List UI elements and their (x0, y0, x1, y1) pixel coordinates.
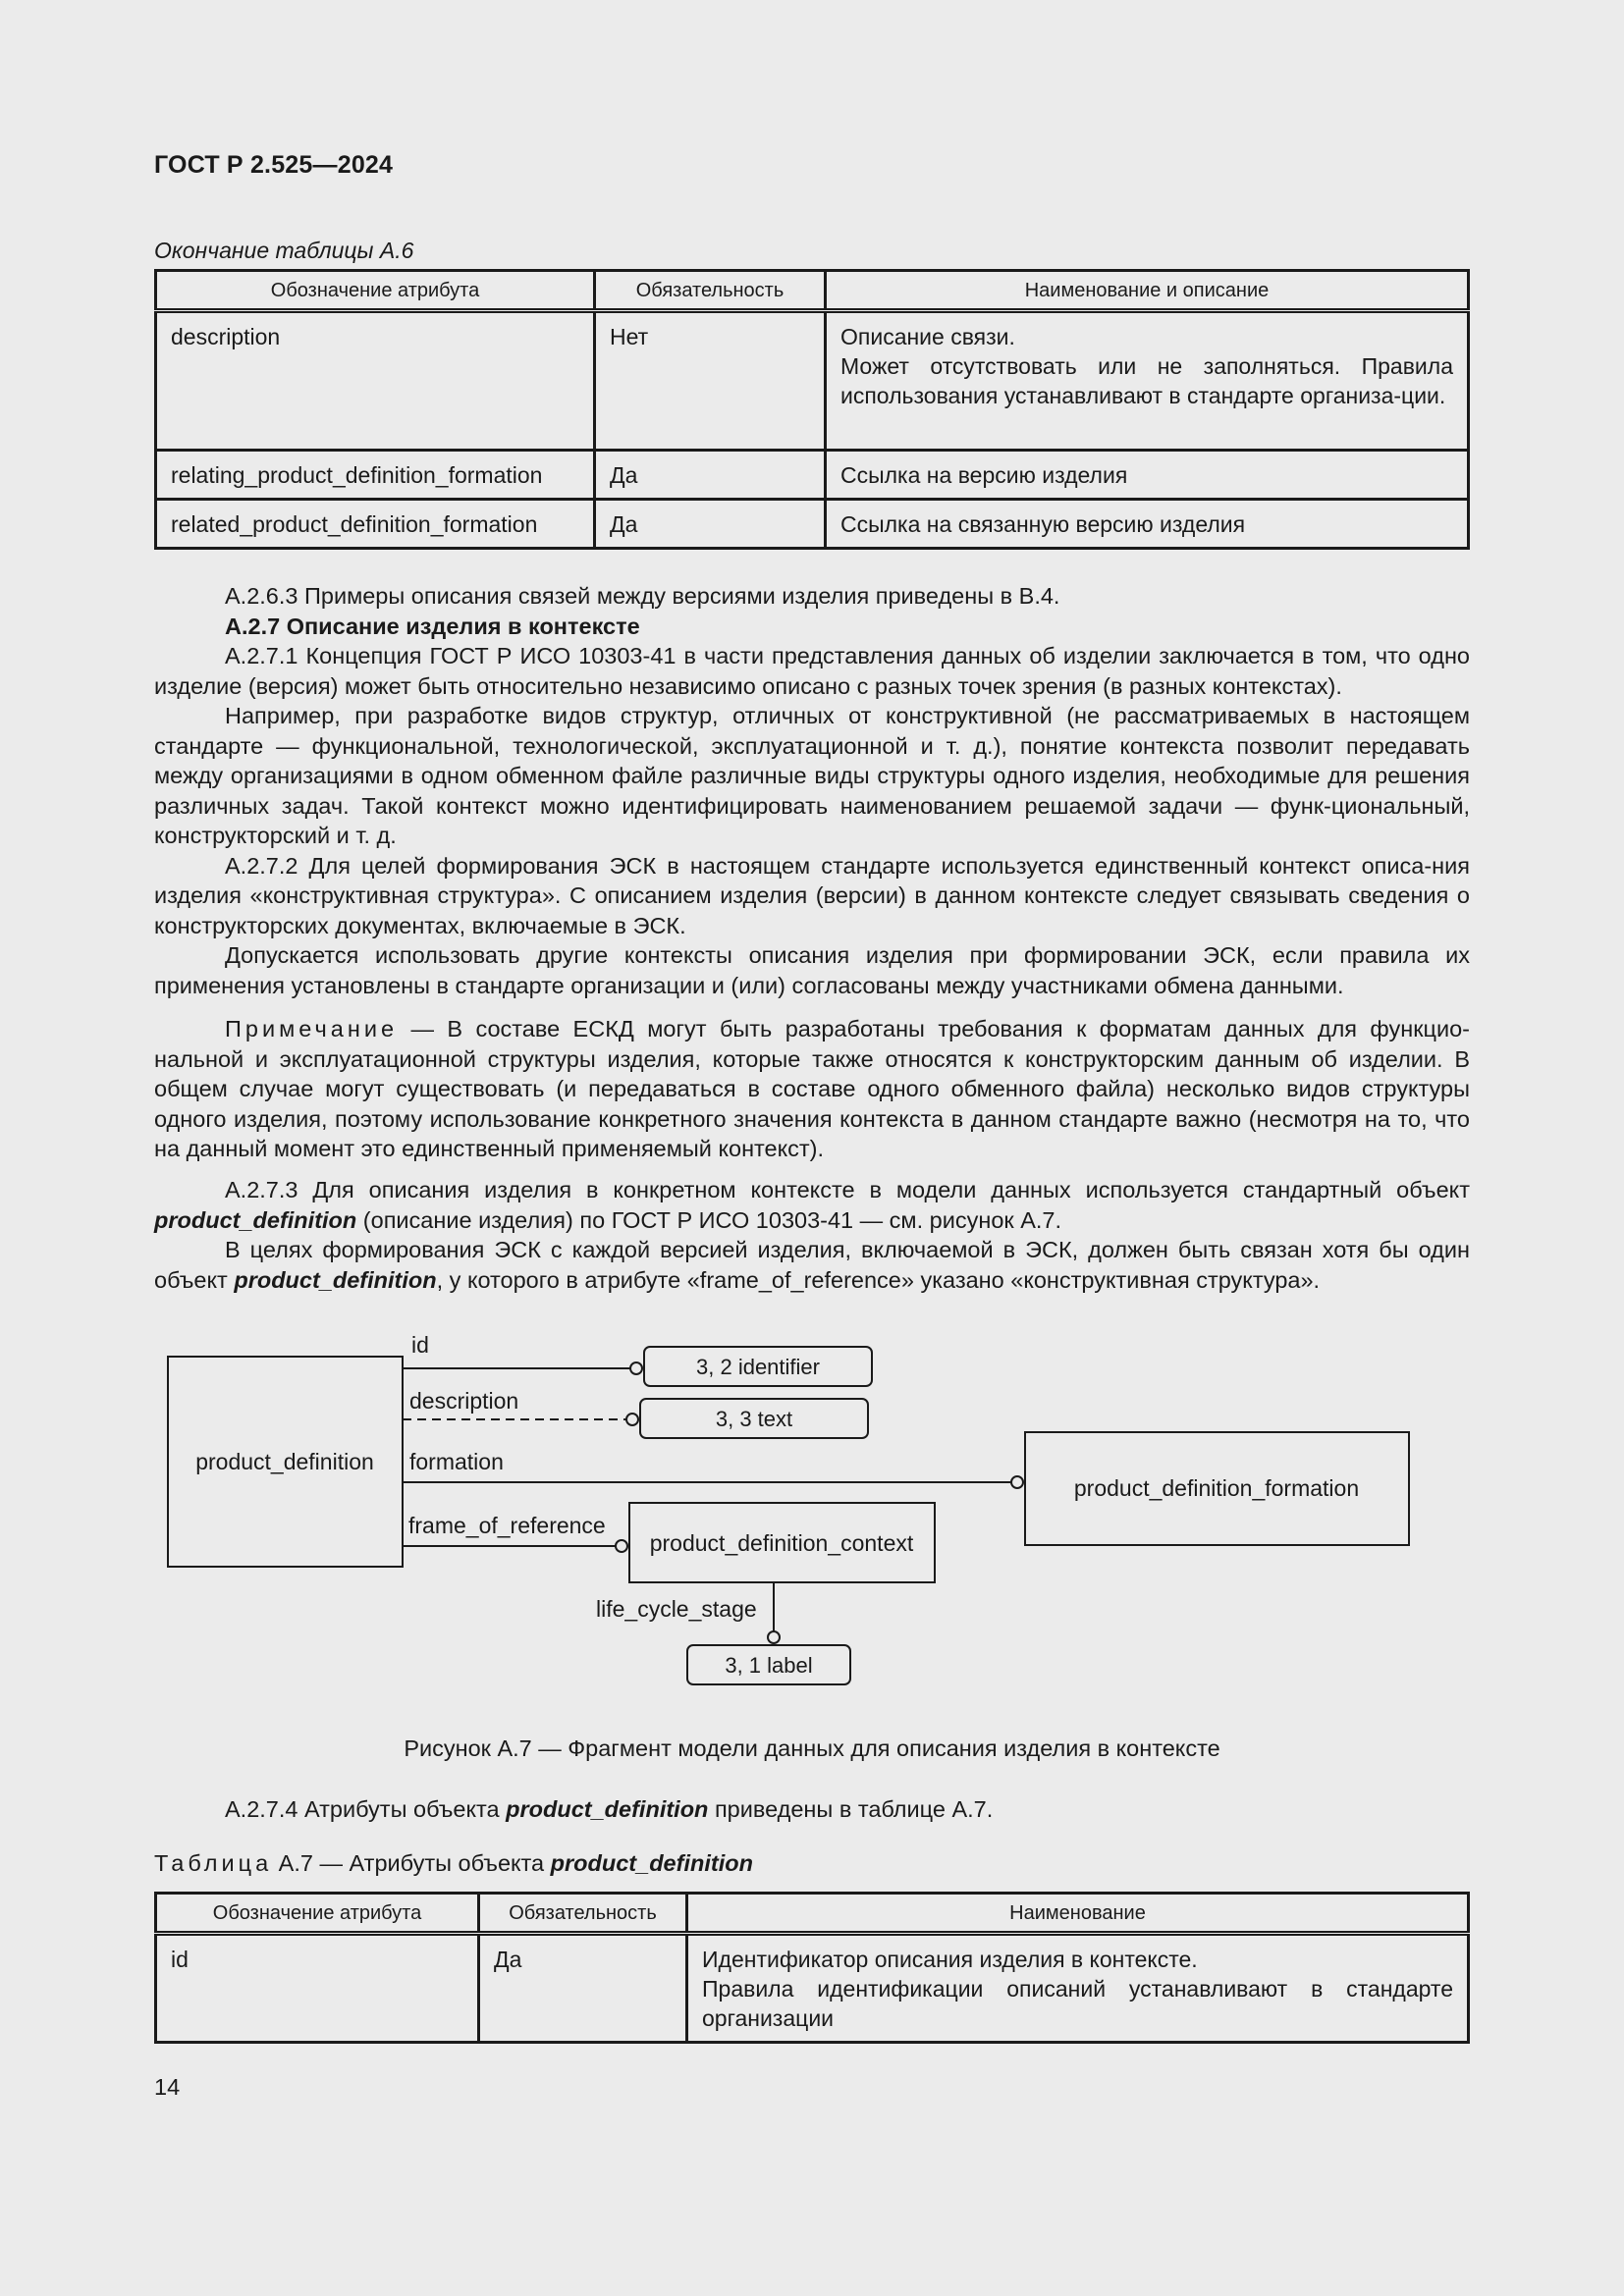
requirement-cell: Нет (595, 311, 826, 451)
description-cell: Ссылка на версию изделия (826, 451, 1469, 500)
description-cell (826, 311, 1469, 451)
attribute-label-description: description (409, 1388, 519, 1414)
table-label: Таблица (154, 1850, 273, 1876)
column-header: Наименование и описание (826, 271, 1469, 311)
description-cell (687, 1934, 1469, 2043)
page-number: 14 (154, 2074, 181, 2100)
paragraph-example: Например, при разработке видов структур, отличных от конструктивной (не рассматриваемых в настоящем стандарте — функциональной, технологической, эксплуатационной и т. д.), понятие контекста позволит передавать между организациями в одном обменном файле различные виды структуры одного изделия, необходимые для решения различных задач. Такой контекст можно идентифицировать наименованием решаемой задачи — функ-циональный, конструкторский и т. д. (154, 703, 1470, 848)
text-run: В целях формирования ЭСК с каждой версией изделия, включаемой в ЭСК, должен быть связан хотя бы один объект (154, 1237, 1470, 1293)
text-run: А.7 — Атрибуты объекта (272, 1850, 551, 1876)
text-run: , у которого в атрибуте «frame_of_reference» указано «конструктивная структура». (436, 1266, 1321, 1293)
body-text-block (154, 1175, 1470, 1295)
attribute-label-life-cycle-stage: life_cycle_stage (596, 1596, 757, 1622)
relation-end-circle (626, 1414, 638, 1425)
relation-end-circle (1011, 1476, 1023, 1488)
table-row (156, 451, 1469, 500)
paragraph-a263: А.2.6.3 Примеры описания связей между версиями изделия приведены в В.4. (225, 583, 1060, 609)
object-name: product_definition (550, 1850, 753, 1876)
entity-label-product-definition-context: product_definition_context (649, 1530, 914, 1556)
attribute-cell: related_product_definition_formation (156, 500, 595, 549)
column-header: Обозначение атрибута (156, 1894, 479, 1934)
relation-end-circle (768, 1631, 780, 1643)
document-number-header: ГОСТ Р 2.525—2024 (154, 151, 394, 179)
object-name: product_definition (506, 1796, 709, 1822)
attribute-label-formation: formation (409, 1449, 504, 1474)
text-run: (описание изделия) по ГОСТ Р ИСО 10303-41 — см. рисунок А.7. (356, 1206, 1062, 1233)
description-line: Может отсутствовать или не заполняться. Правила использования устанавливают в стандарте организа-ции. (840, 353, 1453, 408)
object-name: product_definition (234, 1266, 437, 1293)
requirement-cell: Да (595, 500, 826, 549)
attribute-label-frame-of-reference: frame_of_reference (408, 1513, 606, 1538)
table-row (156, 1934, 1469, 2043)
object-name: product_definition (154, 1206, 357, 1233)
table-a7-caption (154, 1850, 753, 1877)
type-label-text: 3, 3 text (715, 1407, 793, 1431)
type-label-identifier: 3, 2 identifier (696, 1355, 820, 1379)
table-a6-continuation-caption: Окончание таблицы А.6 (154, 238, 414, 263)
note-paragraph (154, 1014, 1470, 1164)
column-header: Обязательность (595, 271, 826, 311)
entity-label-product-definition-formation: product_definition_formation (1073, 1475, 1360, 1501)
table-a7 (154, 1892, 1470, 2044)
description-line: Описание связи. (840, 324, 1015, 349)
description-line: Идентификатор описания изделия в контексте. (702, 1947, 1198, 1972)
table-row (156, 500, 1469, 549)
paragraph-a273 (154, 1175, 1470, 1235)
text-run: приведены в таблице А.7. (708, 1796, 994, 1822)
requirement-cell: Да (595, 451, 826, 500)
paragraph-a274 (225, 1796, 993, 1823)
paragraph-a272: А.2.7.2 Для целей формирования ЭСК в настоящем стандарте используется единственный контекст описа-ния изделия «конструктивная структура». С описанием изделия (версии) в данном контексте следует связывать сведения о конструкторских документах, включаемые в ЭСК. (154, 852, 1470, 938)
table-header-row (156, 271, 1469, 311)
text-run: А.2.7.3 Для описания изделия в конкретном контексте в модели данных используется стандартный объект (225, 1177, 1470, 1202)
type-label-label: 3, 1 label (725, 1653, 813, 1678)
attribute-label-id: id (411, 1332, 429, 1358)
entity-label-product-definition: product_definition (195, 1449, 374, 1474)
relation-end-circle (616, 1540, 627, 1552)
body-text-block (154, 581, 1470, 1164)
column-header: Обозначение атрибута (156, 271, 595, 311)
table-a6 (154, 269, 1470, 550)
figure-a7-diagram (154, 1325, 1470, 1708)
description-cell: Ссылка на связанную версию изделия (826, 500, 1469, 549)
table-header-row (156, 1894, 1469, 1934)
attribute-cell: id (156, 1934, 479, 2043)
table-row (156, 311, 1469, 451)
paragraph-goal (154, 1235, 1470, 1295)
requirement-cell: Да (479, 1934, 687, 2043)
text-run: А.2.7.4 Атрибуты объекта (225, 1796, 507, 1822)
description-line: Правила идентификации описаний устанавливают в стандарте организации (702, 1976, 1453, 2031)
figure-caption: Рисунок А.7 — Фрагмент модели данных для описания изделия в контексте (404, 1735, 1220, 1761)
column-header: Наименование (687, 1894, 1469, 1934)
note-label: Примечание (225, 1016, 399, 1041)
note-text: — В составе ЕСКД могут быть разработаны требования к форматам данных для функцио-нальной и эксплуатационной структуры изделия, которые также относятся к конструкторским данным об изделии. В общем случае могут существовать (и передаваться в составе одного обменного файла) несколько видов структуры одного изделия, поэтому использование конкретного значения контекста в данном стандарте важно (несмотря на то, что на данный момент это единственный применяемый контекст). (154, 1016, 1470, 1161)
attribute-cell: relating_product_definition_formation (156, 451, 595, 500)
paragraph-allowed: Допускается использовать другие контексты описания изделия при формировании ЭСК, если правила их применения установлены в стандарте организации и (или) согласованы между участниками обмена данными. (154, 942, 1470, 998)
relation-end-circle (630, 1362, 642, 1374)
column-header: Обязательность (479, 1894, 687, 1934)
paragraph-a271: А.2.7.1 Концепция ГОСТ Р ИСО 10303-41 в части представления данных об изделии заключается в том, что одно изделие (версия) может быть относительно независимо описано с разных точек зрения (в разных контекстах). (154, 643, 1470, 699)
section-heading-a27: А.2.7 Описание изделия в контексте (225, 613, 640, 639)
attribute-cell: description (156, 311, 595, 451)
